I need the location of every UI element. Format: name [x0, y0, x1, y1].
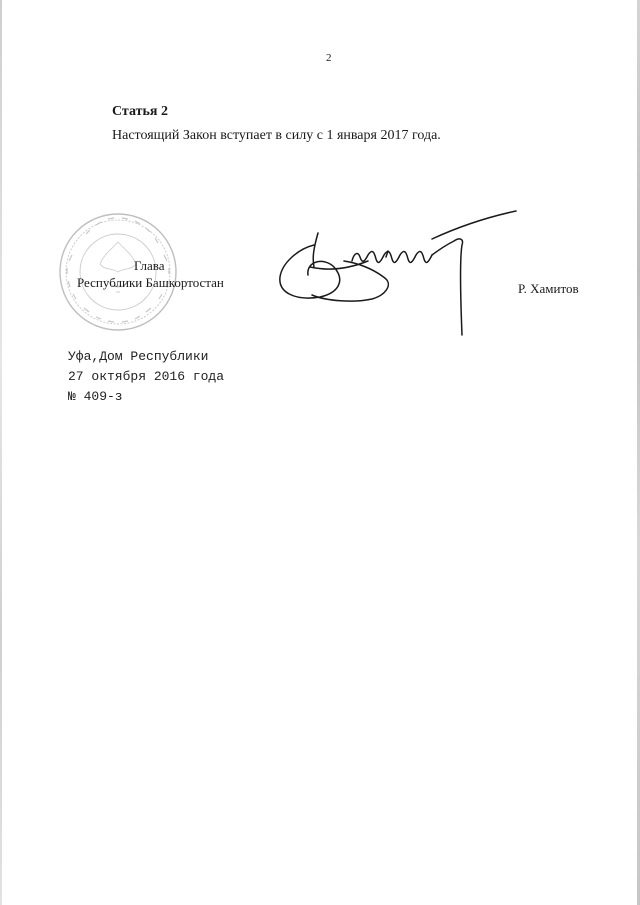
handwritten-signature — [268, 205, 520, 345]
article-title: Статья 2 — [112, 104, 168, 119]
signer-name: Р. Хамитов — [518, 281, 579, 296]
page-number: 2 — [326, 52, 332, 64]
article-body: Настоящий Закон вступает в силу с 1 января 2017 года. — [112, 128, 441, 143]
law-number: № 409-з — [68, 389, 123, 404]
head-position-title: Глава — [134, 258, 165, 273]
signing-date: 27 октября 2016 года — [68, 369, 225, 384]
scan-edge-left — [0, 0, 2, 905]
head-position-subtitle: Республики Башкортостан — [77, 275, 224, 290]
signing-place: Уфа,Дом Республики — [68, 349, 209, 364]
